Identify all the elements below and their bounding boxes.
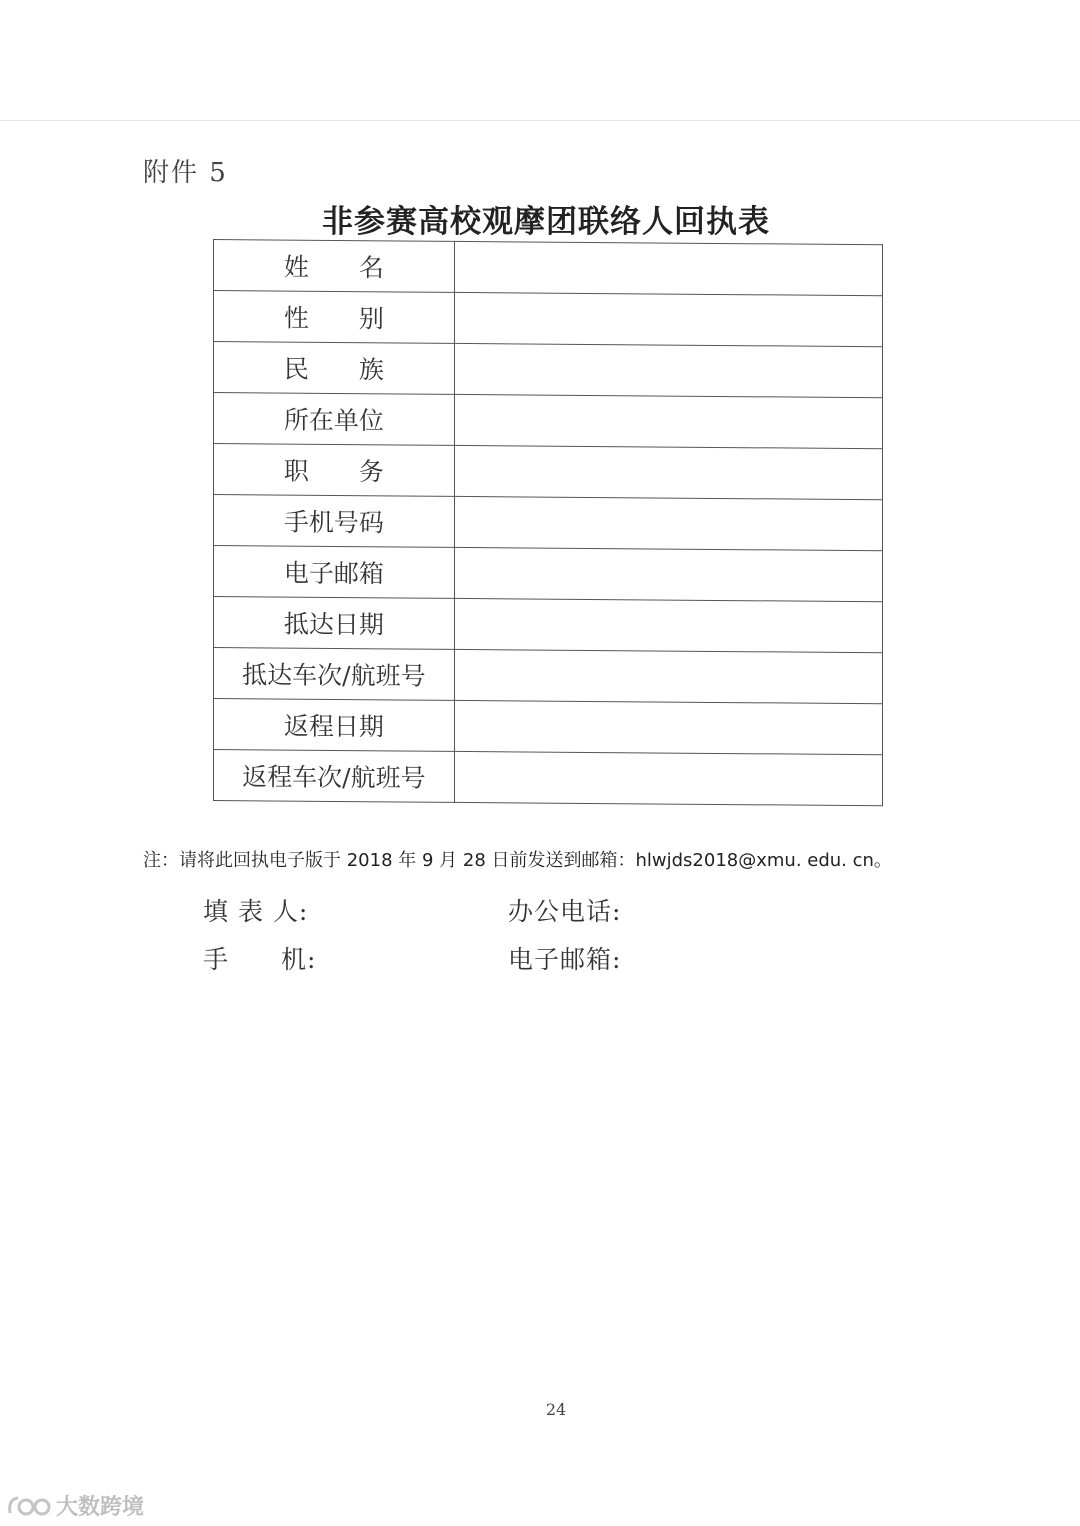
contact-form-table	[213, 239, 883, 806]
form-row	[214, 495, 883, 551]
attachment-label: 附件 5	[143, 158, 228, 188]
form-row	[214, 342, 883, 398]
form-row-label: 电子邮箱	[214, 546, 455, 599]
page-number: 24	[545, 1400, 567, 1419]
form-row-value[interactable]	[454, 547, 882, 601]
form-row	[214, 597, 883, 653]
office-phone-label: 办公电话:	[508, 897, 622, 926]
form-row-label: 姓 名	[214, 240, 455, 293]
form-row-label: 民 族	[214, 342, 455, 395]
form-row-value[interactable]	[454, 445, 882, 499]
form-row	[214, 444, 883, 500]
form-row-value[interactable]	[454, 649, 882, 703]
document-title: 非参赛高校观摩团联络人回执表	[322, 204, 770, 240]
mobile-label: 手 机:	[203, 945, 317, 974]
logo-icon	[6, 1493, 52, 1519]
form-row-label: 返程车次/航班号	[214, 750, 455, 803]
form-row-label: 抵达日期	[214, 597, 455, 650]
watermark	[6, 1490, 144, 1521]
form-row-value[interactable]	[454, 598, 882, 652]
form-row-value[interactable]	[454, 241, 882, 295]
watermark-text: 大数跨境	[56, 1495, 145, 1520]
form-row-label: 返程日期	[214, 699, 455, 752]
form-row	[214, 699, 883, 755]
email-label: 电子邮箱:	[508, 945, 622, 974]
form-row-label: 抵达车次/航班号	[214, 648, 455, 701]
form-row-label: 职 务	[214, 444, 455, 497]
form-row-label: 手机号码	[214, 495, 455, 548]
form-row-label: 所在单位	[214, 393, 455, 446]
form-row-value[interactable]	[454, 700, 882, 754]
form-row	[214, 393, 883, 449]
filler-label: 填 表 人:	[203, 897, 309, 926]
form-row-value[interactable]	[454, 343, 882, 397]
form-row-value[interactable]	[454, 496, 882, 550]
form-row-value[interactable]	[454, 292, 882, 346]
form-row-value[interactable]	[454, 394, 882, 448]
form-row	[214, 750, 883, 806]
form-row-value[interactable]	[454, 751, 882, 805]
form-row	[214, 240, 883, 296]
submission-note: 注：请将此回执电子版于 2018 年 9 月 28 日前发送到邮箱：hlwjds2018@xmu. edu. cn。	[143, 850, 892, 871]
form-row	[214, 291, 883, 347]
form-row-label: 性 别	[214, 291, 455, 344]
form-row	[214, 546, 883, 602]
scan-edge-line	[0, 120, 1080, 121]
form-row	[214, 648, 883, 704]
